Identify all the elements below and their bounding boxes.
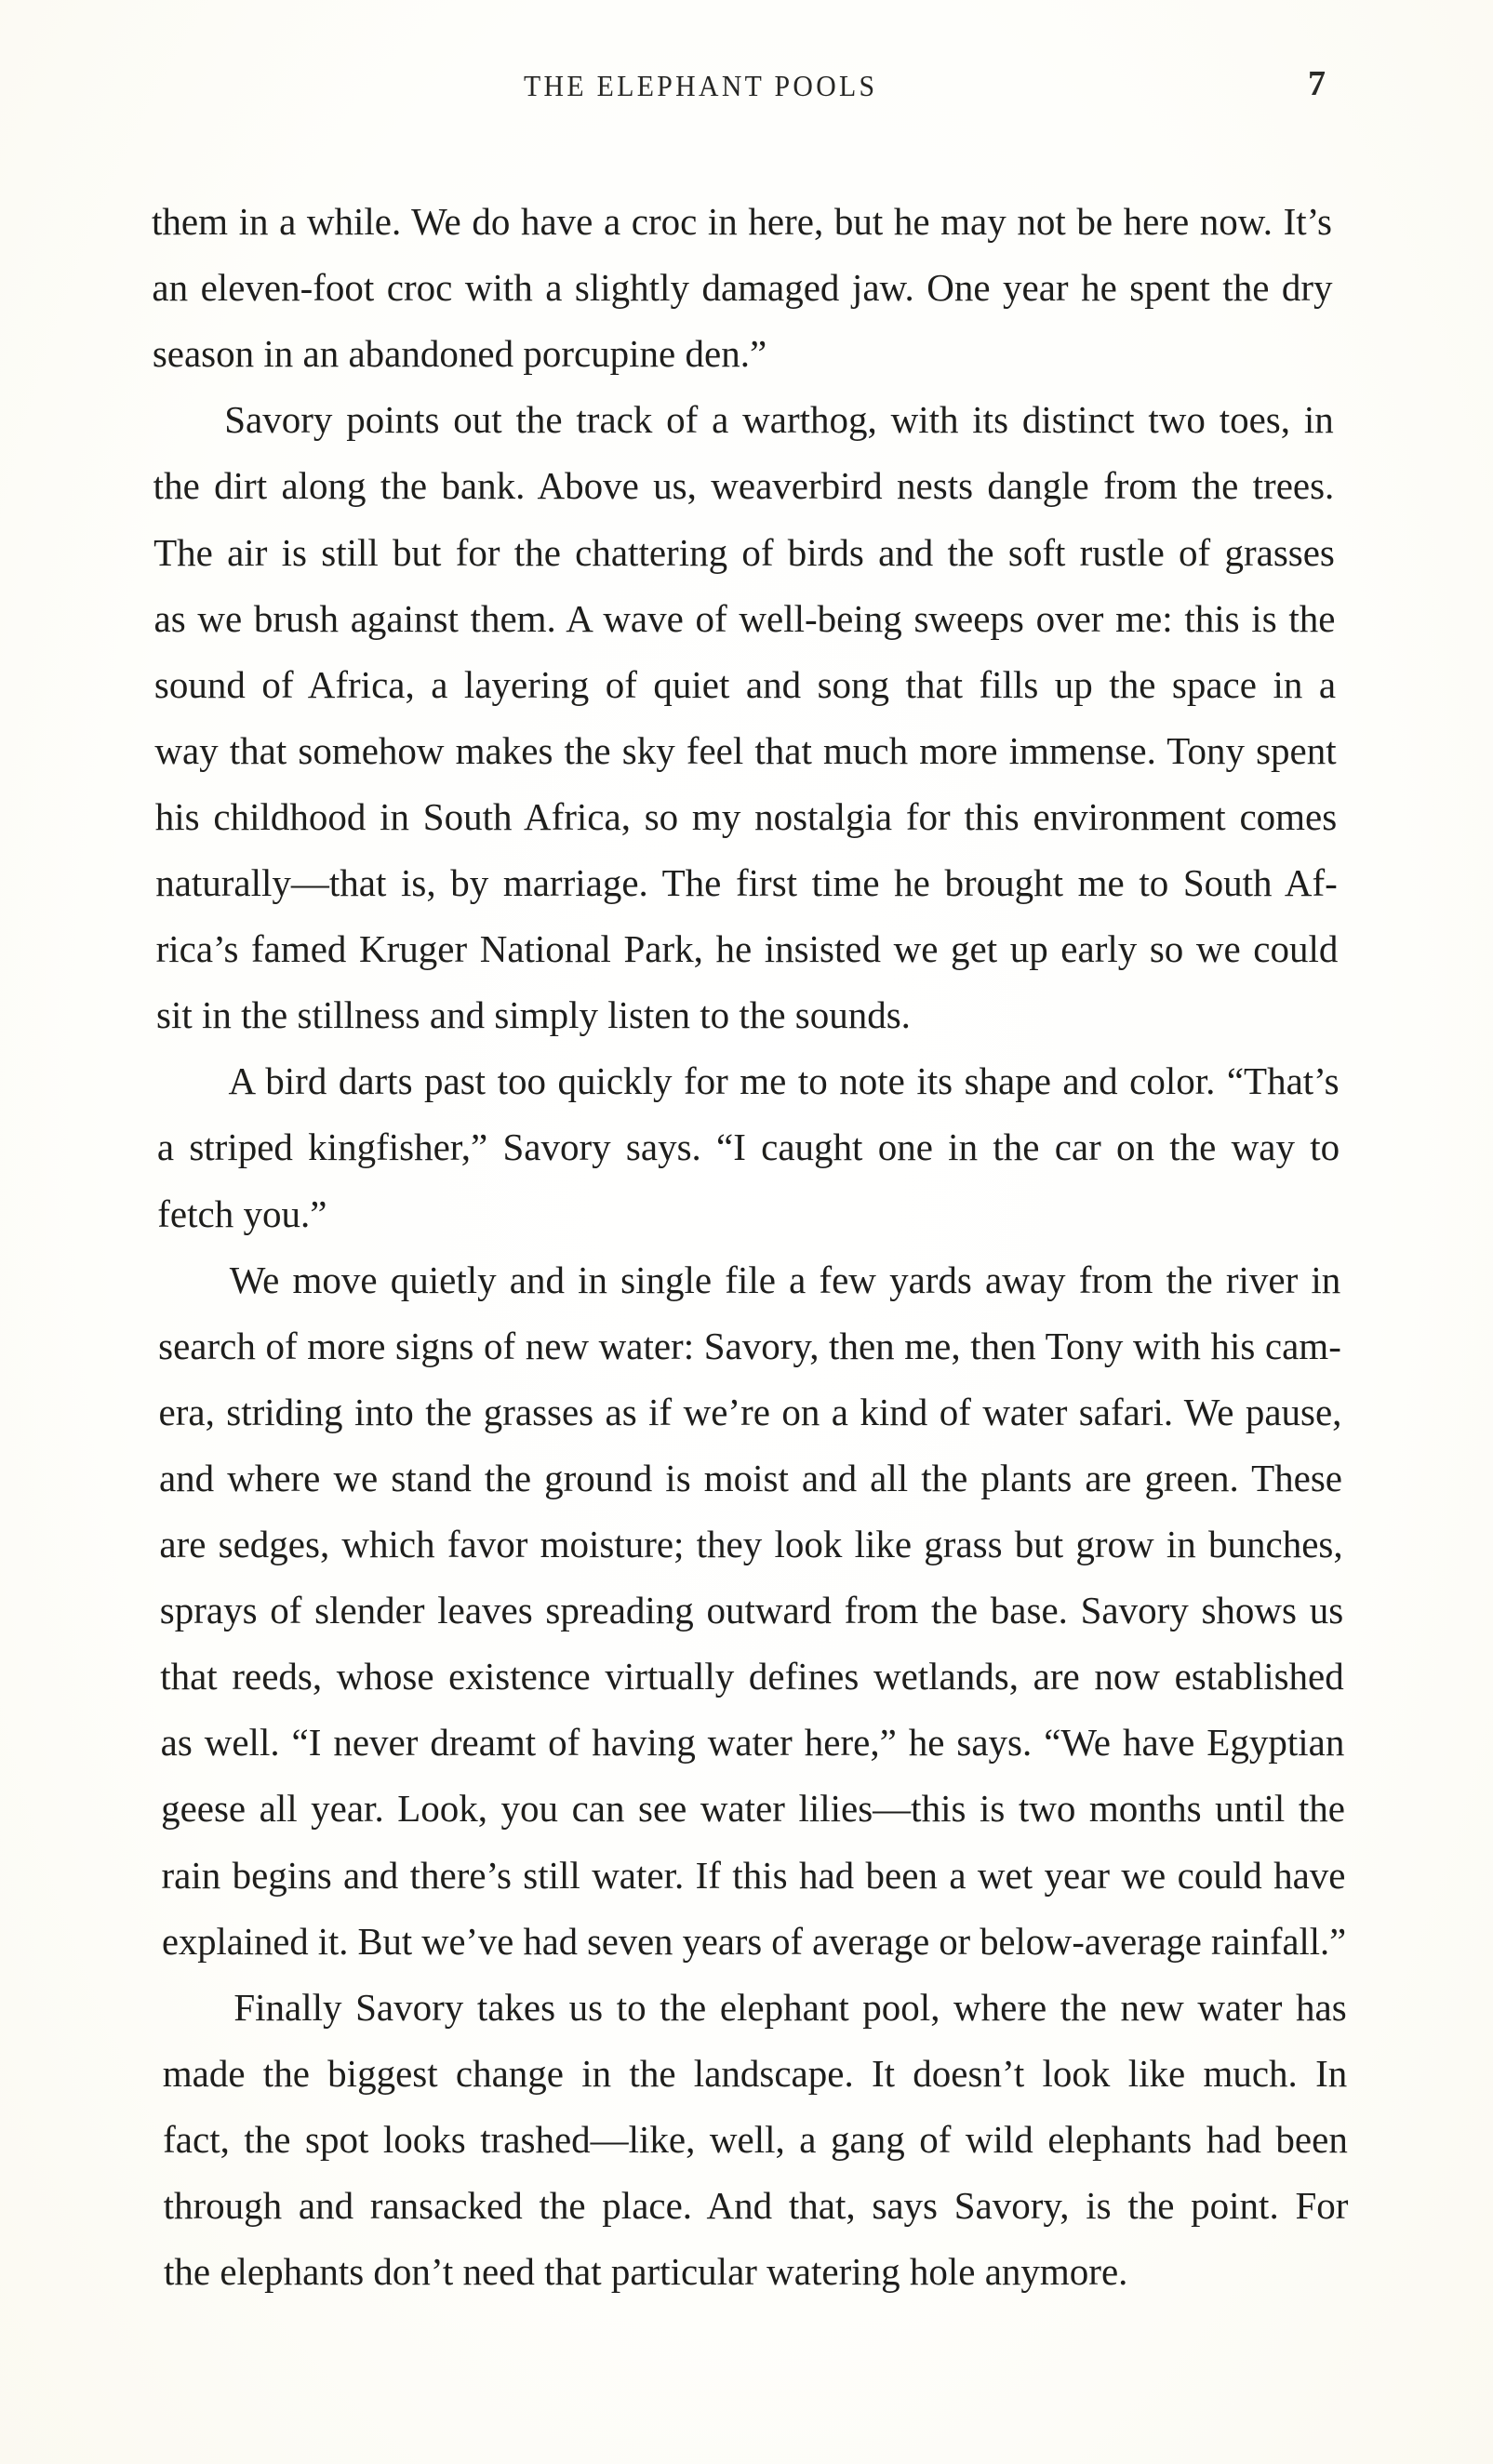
text-line: The air is still but for the chattering of birds and the soft rustle of grasses xyxy=(153,530,1335,574)
text-line: fact, the spot looks trashed—like, well, a gang of wild elephants had been xyxy=(163,2117,1348,2161)
text-line: fetch you.” xyxy=(157,1192,327,1235)
text-line: the elephants don’t need that particular watering hole anymore. xyxy=(164,2250,1128,2294)
text-line: sprays of slender leaves spreading outward from the base. Savory shows us xyxy=(159,1589,1344,1632)
text-line: and where we stand the ground is moist and all the plants are green. These xyxy=(158,1456,1343,1499)
text-line: A bird darts past too quickly for me to note its shape and color. “That’s xyxy=(228,1059,1340,1103)
text-line: through and ransacked the place. And that, says Savory, is the point. For xyxy=(163,2184,1349,2227)
text-line: search of more signs of new water: Savory, then me, then Tony with his cam- xyxy=(158,1324,1341,1367)
page-number: 7 xyxy=(1308,64,1326,103)
text-line: made the biggest change in the landscape. It doesn’t look like much. In xyxy=(162,2051,1348,2095)
text-line: We move quietly and in single file a few yards away from the river in xyxy=(229,1258,1341,1301)
text-line: naturally—that is, by marriage. The first time he brought me to South Af- xyxy=(155,861,1338,904)
text-line: his childhood in South Africa, so my nostalgia for this environment comes xyxy=(154,794,1338,838)
text-line: era, striding into the grasses as if we’re on a kind of water safari. We pause, xyxy=(158,1390,1342,1433)
text-line: as we brush against them. A wave of well-being sweeps over me: this is the xyxy=(153,596,1336,640)
text-line: an eleven-foot croc with a slightly damaged jaw. One year he spent the dry xyxy=(152,266,1333,310)
running-head: THE ELEPHANT POOLS xyxy=(524,69,878,102)
text-line: Finally Savory takes us to the elephant pool, where the new water has xyxy=(233,1985,1347,2029)
text-line: the dirt along the bank. Above us, weaverbird nests dangle from the trees. xyxy=(153,464,1335,508)
text-line: sit in the stillness and simply listen to the sounds. xyxy=(156,993,911,1037)
text-line: rain begins and there’s still water. If this had been a wet year we could have xyxy=(161,1853,1346,1897)
text-line: a striped kingfisher,” Savory says. “I caught one in the car on the way to xyxy=(156,1125,1340,1169)
text-line: that reeds, whose existence virtually defines wetlands, are now established xyxy=(160,1655,1344,1698)
text-line: as well. “I never dreamt of having water here,” he says. “We have Egyptian xyxy=(160,1721,1345,1765)
text-line: season in an abandoned porcupine den.” xyxy=(152,332,767,376)
text-line: sound of Africa, a layering of quiet and song that fills up the space in a xyxy=(153,662,1337,706)
text-line: way that somehow makes the sky feel that much more immense. Tony spent xyxy=(154,728,1337,772)
text-line: explained it. But we’ve had seven years of average or below-average rainfall.” xyxy=(161,1919,1347,1963)
text-line: geese all year. Look, you can see water lilies—this is two months until the xyxy=(161,1787,1345,1831)
text-line: are sedges, which favor moisture; they look like grass but grow in bunches, xyxy=(159,1523,1343,1565)
text-line: them in a while. We do have a croc in here, but he may not be here now. It’s xyxy=(152,200,1332,243)
text-line: Savory points out the track of a warthog, with its distinct two toes, in xyxy=(224,398,1334,442)
text-line: rica’s famed Kruger National Park, he insisted we get up early so we could xyxy=(155,927,1339,971)
